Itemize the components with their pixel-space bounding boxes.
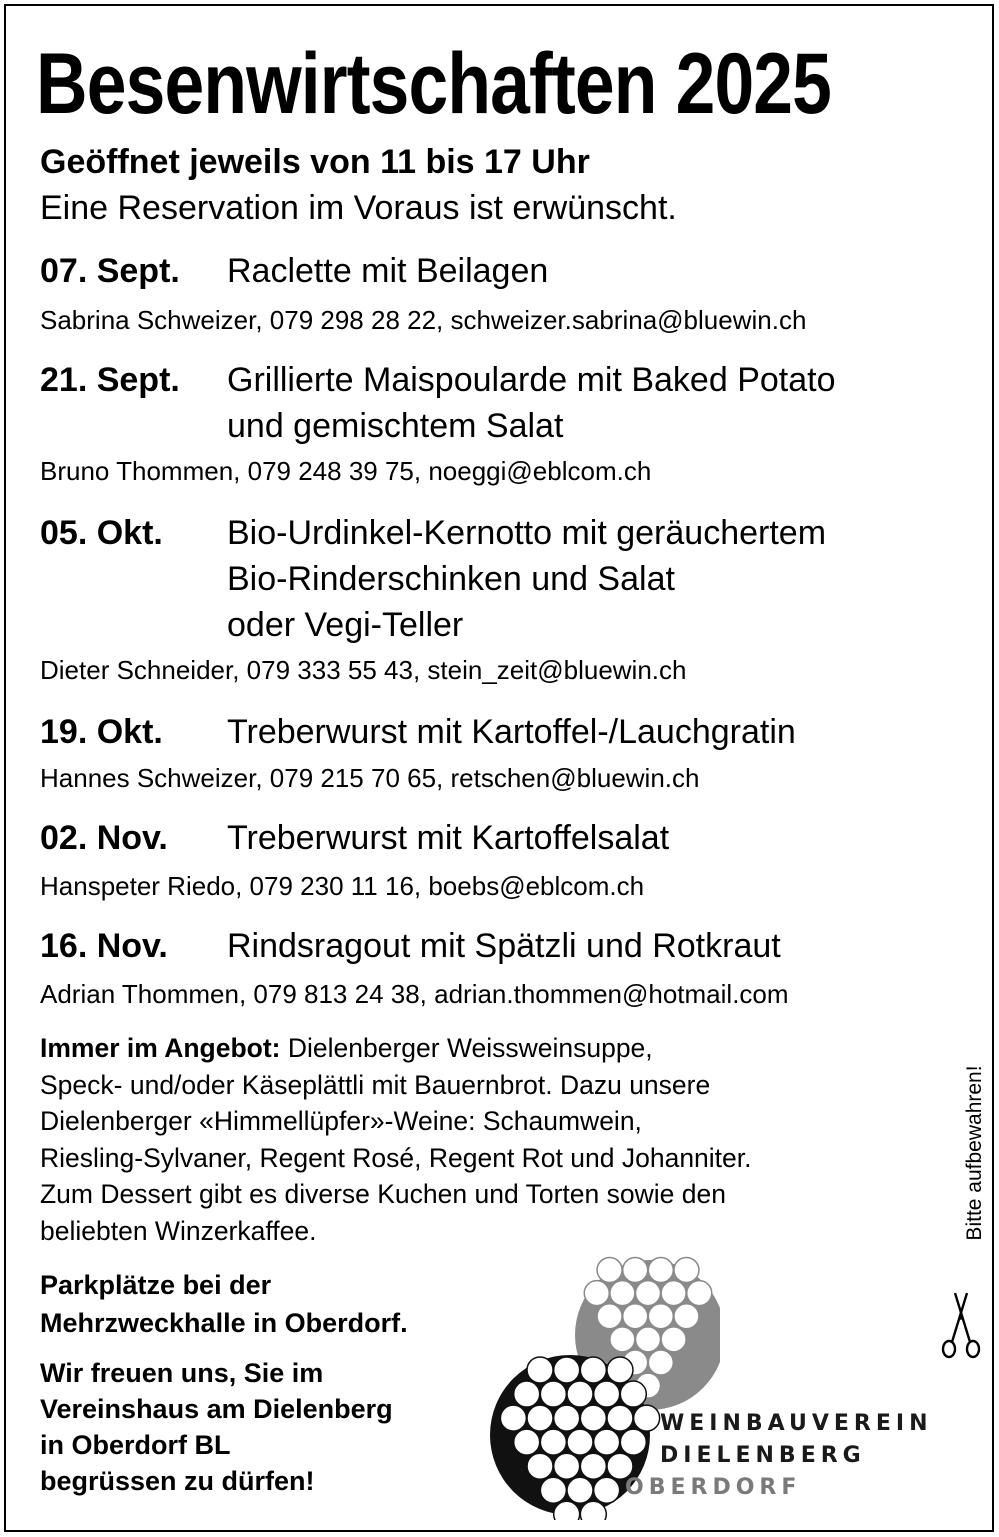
- grape-berry: [610, 1281, 635, 1306]
- offer-paragraph: [40, 1030, 960, 1249]
- offer-label: Immer im Angebot:: [40, 1033, 281, 1063]
- grape-berry: [567, 1429, 593, 1455]
- event-date: 19. Okt.: [40, 713, 163, 751]
- grape-berry: [584, 1281, 609, 1306]
- grape-berry: [661, 1281, 686, 1306]
- event-menu: [227, 510, 826, 648]
- grape-berry: [514, 1429, 540, 1455]
- grape-berry: [514, 1381, 540, 1407]
- event-contact: Hannes Schweizer, 079 215 70 65, retschen@bluewin.ch: [40, 763, 700, 793]
- offer-line: Riesling-Sylvaner, Regent Rosé, Regent Rot und Johanniter.: [40, 1142, 752, 1173]
- welcome-message: [40, 1355, 393, 1499]
- grape-berry: [636, 1281, 661, 1306]
- parking-info: [40, 1266, 408, 1342]
- grape-berry: [580, 1357, 606, 1383]
- event-contact: Sabrina Schweizer, 079 298 28 22, schweizer.sabrina@bluewin.ch: [40, 305, 807, 335]
- grape-berry: [554, 1357, 580, 1383]
- grape-berry: [580, 1405, 606, 1431]
- grape-berry: [597, 1258, 622, 1283]
- parking-line: Parkplätze bei der: [40, 1270, 272, 1300]
- grape-berry: [554, 1453, 580, 1479]
- offer-line: Zum Dessert gibt es diverse Kuchen und Torten sowie den: [40, 1179, 726, 1209]
- grape-berry: [607, 1405, 633, 1431]
- event-contact: Dieter Schneider, 079 333 55 43, stein_zeit@bluewin.ch: [40, 655, 687, 685]
- grape-berry: [594, 1477, 620, 1503]
- grape-berry: [674, 1258, 699, 1283]
- offer-line: Speck- und/oder Käseplättli mit Bauernbrot. Dazu unsere: [40, 1069, 711, 1100]
- event-menu-line: Treberwurst mit Kartoffel-/Lauchgratin: [227, 713, 796, 751]
- event-date: 21. Sept.: [40, 361, 180, 399]
- grape-berry: [623, 1258, 648, 1283]
- event-date: 02. Nov.: [40, 819, 168, 857]
- event-menu-line: Grillierte Maispoularde mit Baked Potato: [227, 361, 836, 399]
- grape-berry: [634, 1405, 660, 1431]
- event-menu-line: und gemischtem Salat: [227, 407, 564, 445]
- event-menu: [227, 923, 781, 969]
- event-menu-line: Rindsragout mit Spätzli und Rotkraut: [227, 927, 781, 965]
- keep-note-text: Bitte aufbewahren!: [963, 1064, 986, 1241]
- grape-berry: [661, 1327, 686, 1352]
- grape-berry: [623, 1304, 648, 1329]
- grape-berry: [674, 1304, 699, 1329]
- grape-berry: [648, 1350, 673, 1375]
- opening-hours: Geöffnet jeweils von 11 bis 17 Uhr: [40, 143, 590, 181]
- grape-berry: [636, 1327, 661, 1352]
- keep-note: [960, 1040, 990, 1265]
- event-date: 16. Nov.: [40, 927, 168, 965]
- reservation-note: Eine Reservation im Voraus ist erwünscht.: [40, 189, 677, 227]
- grape-berry: [594, 1381, 620, 1407]
- grape-berry: [567, 1381, 593, 1407]
- grape-berry: [540, 1477, 566, 1503]
- event-menu-line: oder Vegi-Teller: [227, 606, 464, 644]
- grape-berry: [687, 1281, 712, 1306]
- scissors-icon: [940, 1285, 982, 1365]
- grape-berry: [594, 1429, 620, 1455]
- event-menu: [227, 357, 836, 449]
- event-menu-line: Bio-Urdinkel-Kernotto mit geräuchertem: [227, 514, 827, 552]
- grape-berry: [580, 1501, 606, 1520]
- welcome-line: begrüssen zu dürfen!: [40, 1466, 315, 1496]
- event-menu-line: Raclette mit Beilagen: [227, 252, 549, 290]
- grape-berry: [527, 1453, 553, 1479]
- grape-berry: [648, 1258, 673, 1283]
- event-menu: [227, 248, 548, 294]
- event-menu: [227, 709, 796, 755]
- welcome-line: Wir freuen uns, Sie im: [40, 1358, 324, 1388]
- grape-berry: [597, 1304, 622, 1329]
- event-contact: Hanspeter Riedo, 079 230 11 16, boebs@eblcom.ch: [40, 871, 645, 901]
- welcome-line: Vereinshaus am Dielenberg: [40, 1394, 393, 1424]
- page-title: Besenwirtschaften 2025: [36, 36, 832, 132]
- event-date: 07. Sept.: [40, 252, 180, 290]
- grape-berry: [554, 1405, 580, 1431]
- grape-berry: [540, 1381, 566, 1407]
- grape-berry: [648, 1304, 673, 1329]
- grape-berry: [540, 1429, 566, 1455]
- grape-berry: [527, 1405, 553, 1431]
- event-date: 05. Okt.: [40, 514, 163, 552]
- grape-berry: [620, 1381, 646, 1407]
- org-name-line-2: DIELENBERG: [660, 1443, 866, 1468]
- offer-line: Dielenberger Weissweinsuppe,: [280, 1033, 653, 1063]
- grape-berry: [610, 1327, 635, 1352]
- grape-berry: [554, 1501, 580, 1520]
- event-contact: Adrian Thommen, 079 813 24 38, adrian.thommen@hotmail.com: [40, 979, 789, 1009]
- grape-berry: [567, 1477, 593, 1503]
- org-name-line-1: WEINBAUVEREIN: [660, 1411, 933, 1436]
- grape-berry: [620, 1429, 646, 1455]
- offer-line: beliebten Winzerkaffee.: [40, 1215, 317, 1246]
- grape-berry: [607, 1357, 633, 1383]
- grape-berry: [500, 1405, 526, 1431]
- event-contact: Bruno Thommen, 079 248 39 75, noeggi@eblcom.ch: [40, 456, 652, 486]
- event-menu: [227, 815, 669, 861]
- event-menu-line: Treberwurst mit Kartoffelsalat: [227, 819, 670, 857]
- grape-berry: [580, 1453, 606, 1479]
- welcome-line: in Oberdorf BL: [40, 1430, 231, 1460]
- grape-berry: [527, 1357, 553, 1383]
- event-menu-line: Bio-Rinderschinken und Salat: [227, 560, 675, 598]
- offer-line: Dielenberger «Himmellüpfer»-Weine: Schaumwein,: [40, 1106, 642, 1136]
- parking-line: Mehrzweckhalle in Oberdorf.: [40, 1308, 408, 1338]
- org-name-line-3: OBERDORF: [625, 1475, 802, 1500]
